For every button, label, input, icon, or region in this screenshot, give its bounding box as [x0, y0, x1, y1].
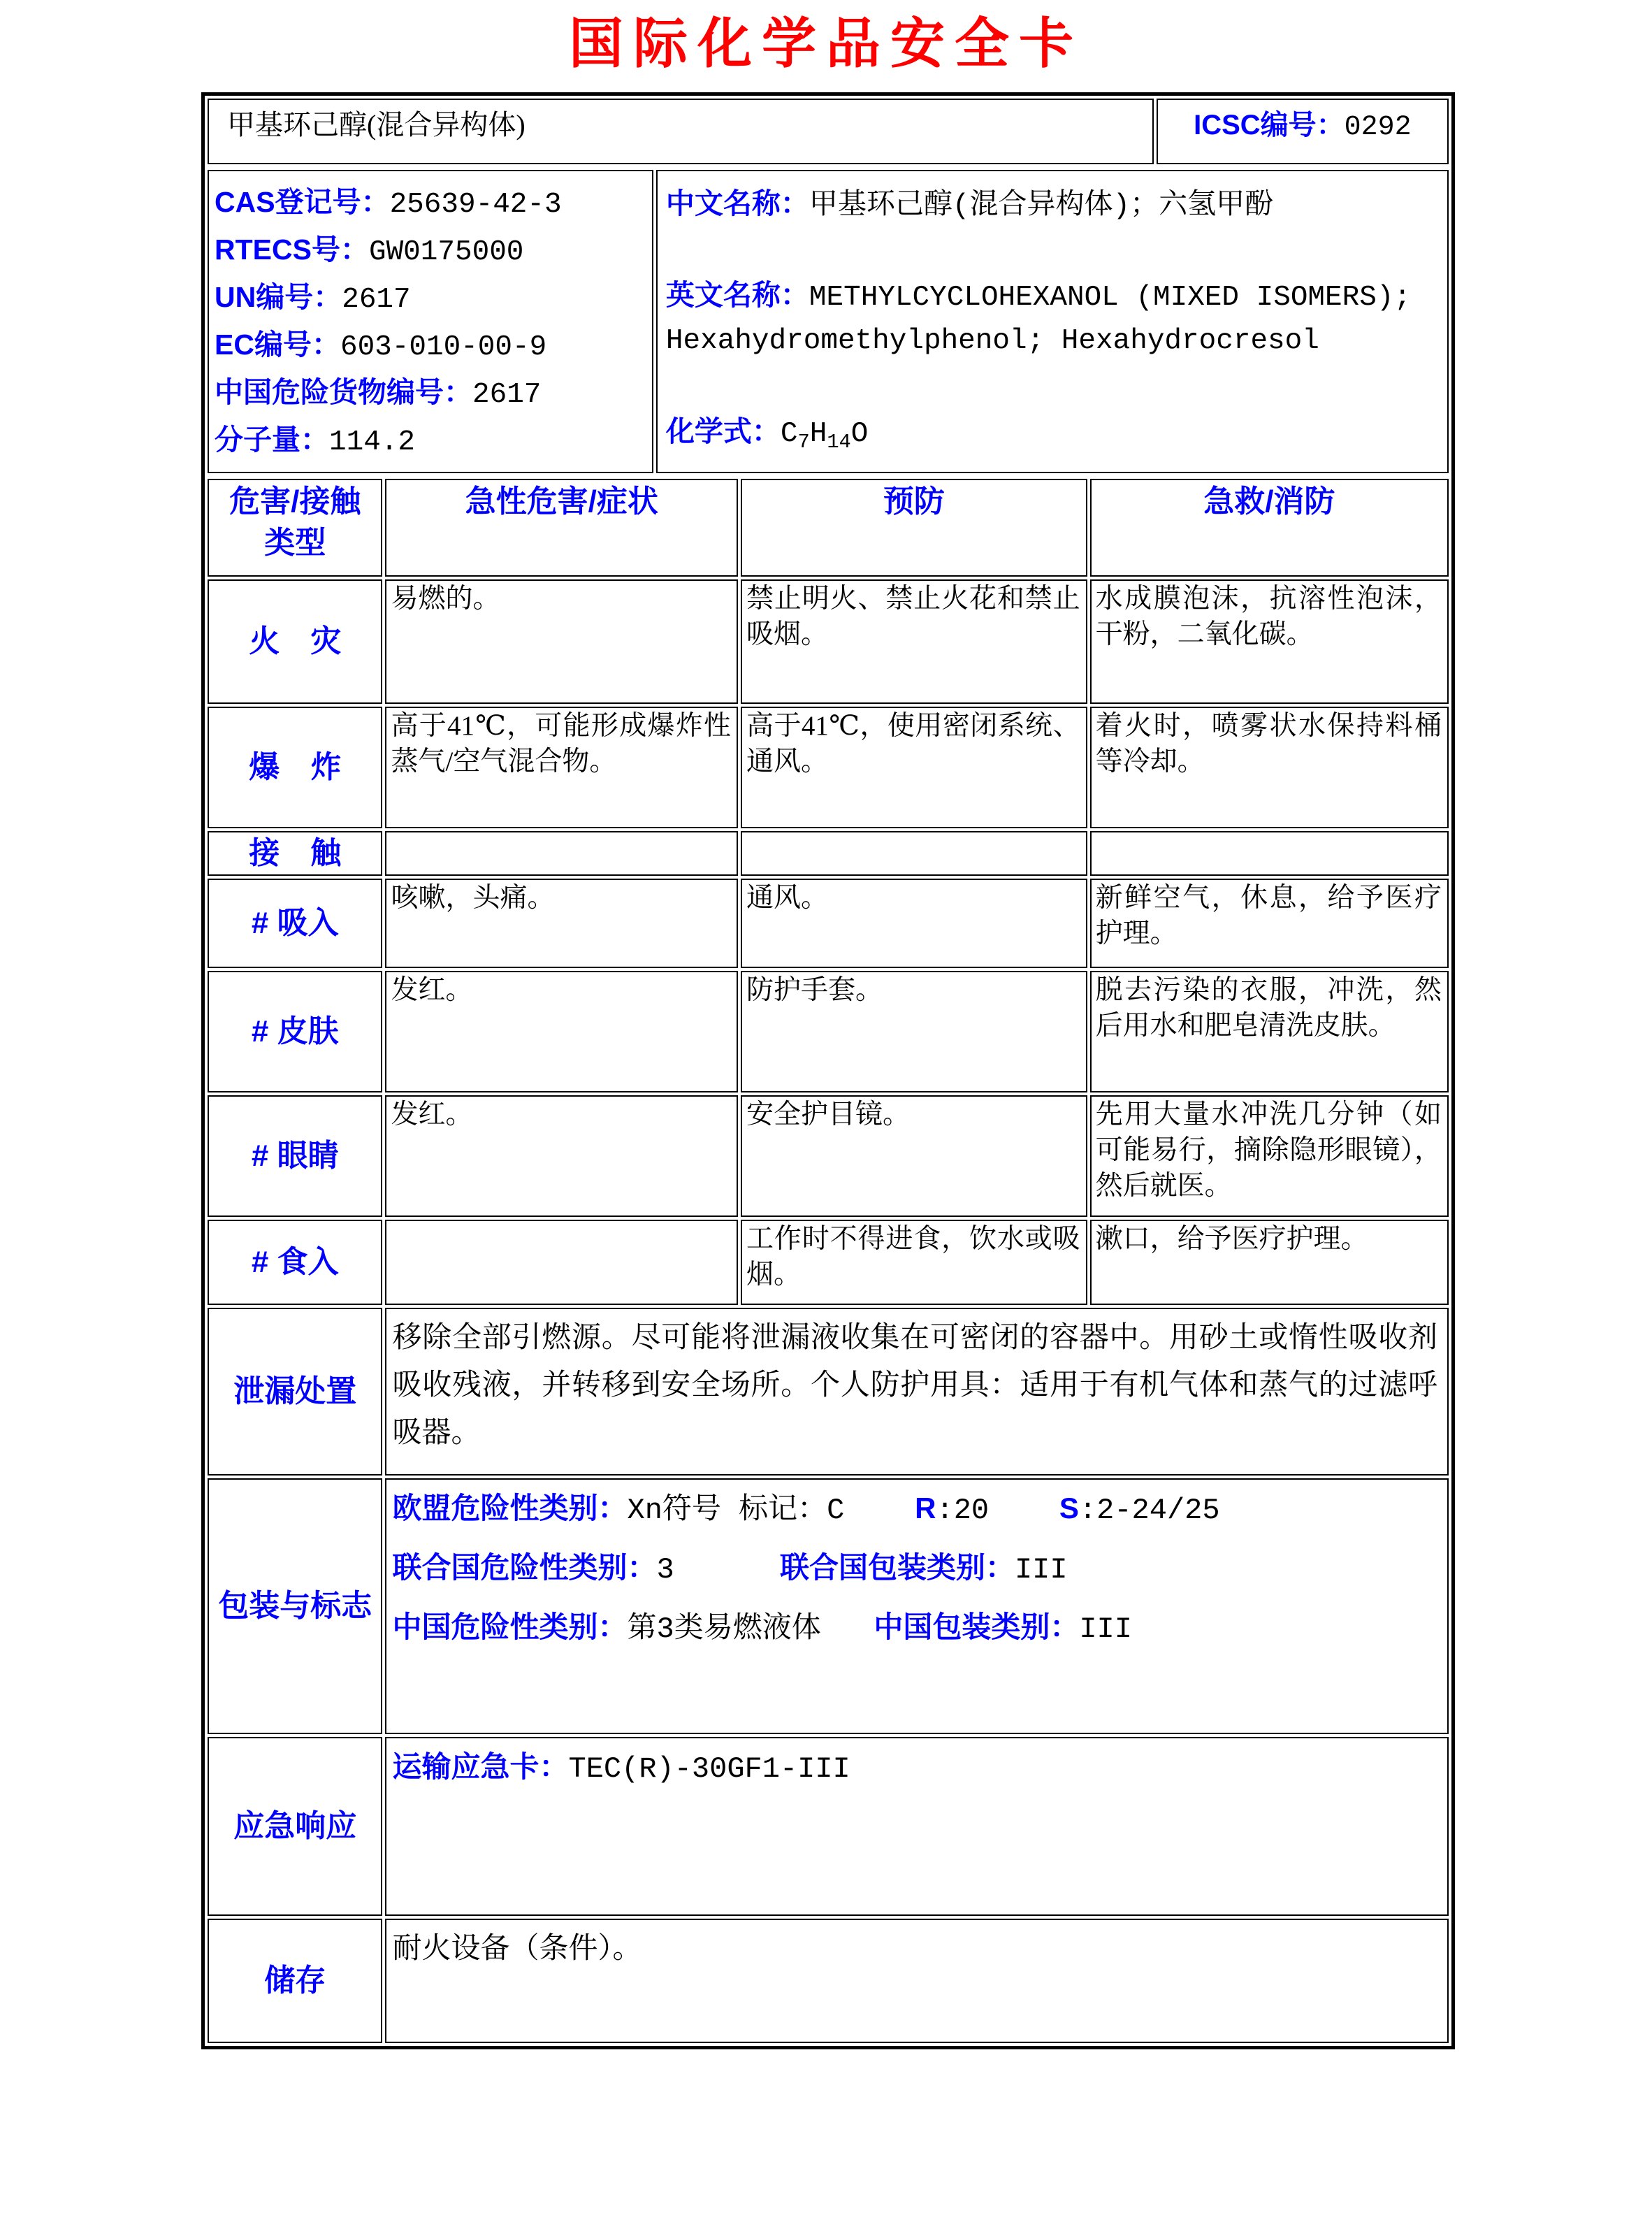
card-frame — [201, 92, 1455, 2049]
hazard-cell-response: 先用大量水冲洗几分钟（如可能易行，摘除隐形眼镜），然后就医。 — [1090, 1095, 1449, 1217]
section-field-label: S — [1059, 1491, 1079, 1524]
hazard-row-label: # 皮肤 — [208, 971, 382, 1092]
chinese-name-line — [666, 185, 1439, 224]
section-label: 包装与标志 — [208, 1478, 382, 1734]
identifier-value: GW0175000 — [368, 236, 524, 268]
header-symptoms: 急性危害/症状 — [385, 479, 738, 577]
section-label: 应急响应 — [208, 1737, 382, 1916]
formula-value — [780, 417, 869, 454]
english-name-value: METHYLCYCLOHEXANOL (MIXED ISOMERS); Hexahydromethylphenol; Hexahydrocresol — [665, 281, 1412, 357]
icsc-number-cell — [1157, 99, 1449, 164]
page-title: 国际化学品安全卡 — [568, 13, 1083, 74]
identifier-label: RTECS号： — [215, 233, 369, 266]
hazard-cell-prevention: 高于41℃，使用密闭系统、通风。 — [741, 707, 1087, 828]
chinese-name-label: 中文名称： — [665, 187, 809, 219]
hazard-row — [208, 831, 1449, 876]
hazard-cell-response: 着火时，喷雾状水保持料桶等冷却。 — [1090, 707, 1449, 828]
name-row — [208, 99, 1449, 164]
section-line — [392, 1315, 1437, 1457]
identifier-label: 分子量： — [215, 423, 329, 456]
section-line — [392, 1485, 1437, 1534]
hazard-cell-response: 水成膜泡沫，抗溶性泡沫，干粉，二氧化碳。 — [1090, 579, 1449, 704]
hazard-header-row — [208, 479, 1449, 577]
info-table — [205, 167, 1451, 476]
hazard-rows — [208, 579, 1449, 1305]
section-field-value: 第3类易燃液体 — [627, 1612, 874, 1646]
hazard-row — [208, 879, 1449, 968]
hazard-cell-prevention: 禁止明火、禁止火花和禁止吸烟。 — [741, 579, 1087, 704]
formula-subscript: 7 — [797, 430, 810, 454]
name-table — [205, 96, 1451, 167]
section-content — [385, 1737, 1449, 1916]
hazard-row — [208, 707, 1449, 828]
section-field-value: 移除全部引燃源。尽可能将泄漏液收集在可密闭的容器中。用砂土或惰性吸收剂吸收残液，并转移到安全场所。个人防护用具：适用于有机气体和蒸气的过滤呼吸器。 — [392, 1322, 1437, 1451]
section-row — [208, 1308, 1449, 1476]
section-line — [392, 1926, 1437, 1973]
section-field-label: 欧盟危险性类别： — [392, 1491, 628, 1524]
hazard-cell-symptoms: 易燃的。 — [385, 579, 738, 704]
hazard-cell-response: 脱去污染的衣服，冲洗，然后用水和肥皂清洗皮肤。 — [1090, 971, 1449, 1092]
section-content — [385, 1478, 1449, 1734]
header-hazard-type — [208, 479, 382, 577]
identifier-label: EC编号： — [215, 328, 340, 361]
formula-line — [666, 413, 1439, 461]
header-prevention: 预防 — [741, 479, 1087, 577]
hazard-cell-prevention: 通风。 — [741, 879, 1087, 968]
section-field-value: III — [1079, 1612, 1132, 1646]
formula-part: O — [850, 417, 869, 450]
identifier-line — [215, 275, 648, 322]
icsc-label: ICSC编号： — [1194, 109, 1345, 140]
section-field-value: TEC(R)-30GF1-III — [568, 1752, 850, 1786]
hazard-cell-prevention: 安全护目镜。 — [741, 1095, 1087, 1217]
hazard-row-label: 火 灾 — [208, 579, 382, 704]
formula-part: H — [809, 417, 827, 450]
hazard-cell-symptoms — [385, 831, 738, 876]
icsc-number: 0292 — [1344, 111, 1412, 143]
english-name-line — [666, 275, 1439, 361]
hazard-cell-prevention: 防护手套。 — [741, 971, 1087, 1092]
identifier-label: 中国危险货物编号： — [215, 375, 472, 408]
hazard-row-label: 爆 炸 — [208, 707, 382, 828]
section-line — [392, 1604, 1437, 1652]
section-field-label: 中国危险性类别： — [392, 1610, 628, 1643]
identifiers-block — [208, 170, 653, 473]
hazard-cell-response — [1090, 831, 1449, 876]
hazard-cell-prevention: 工作时不得进食，饮水或吸烟。 — [741, 1220, 1087, 1305]
section-label: 储存 — [208, 1919, 382, 2043]
identifier-line — [215, 417, 648, 465]
section-line — [392, 1545, 1437, 1593]
section-field-value: 耐火设备（条件）。 — [392, 1933, 642, 1967]
header-hazard-type-line1: 危害/接触 — [229, 484, 361, 519]
hazard-row-label: # 眼睛 — [208, 1095, 382, 1217]
hazard-cell-response: 新鲜空气，休息，给予医疗护理。 — [1090, 879, 1449, 968]
identifier-value: 114.2 — [329, 426, 416, 459]
identifier-line — [215, 370, 648, 417]
section-label: 泄漏处置 — [208, 1308, 382, 1476]
section-field-value: :2-24/25 — [1078, 1493, 1220, 1527]
section-field-value: 3 — [656, 1552, 780, 1587]
hazard-cell-prevention — [741, 831, 1087, 876]
hazard-row-label: 接 触 — [208, 831, 382, 876]
section-line — [392, 1744, 1437, 1792]
hazard-row — [208, 1220, 1449, 1305]
identifier-line — [215, 227, 648, 275]
formula-label: 化学式： — [665, 414, 781, 447]
header-hazard-type-line2: 类型 — [264, 526, 326, 561]
identifier-line — [215, 322, 648, 370]
section-content — [385, 1919, 1449, 2043]
formula-part: C — [780, 417, 798, 450]
hazard-row-label: # 吸入 — [208, 879, 382, 968]
section-row — [208, 1478, 1449, 1734]
hazard-row — [208, 579, 1449, 704]
section-field-label: R — [915, 1491, 936, 1524]
identifier-label: CAS登记号： — [215, 185, 390, 218]
hazard-cell-symptoms: 咳嗽，头痛。 — [385, 879, 738, 968]
identifier-value: 2617 — [342, 283, 411, 316]
hazard-row — [208, 1095, 1449, 1217]
hazard-table — [205, 476, 1451, 2046]
hazard-cell-symptoms: 高于41℃，可能形成爆炸性蒸气/空气混合物。 — [385, 707, 738, 828]
info-row — [208, 170, 1449, 473]
section-row — [208, 1919, 1449, 2043]
hazard-row — [208, 971, 1449, 1092]
section-field-label: 联合国危险性类别： — [392, 1550, 657, 1584]
identifier-value: 603-010-00-9 — [340, 331, 547, 363]
section-field-value: Xn符号 标记：C — [627, 1493, 915, 1527]
section-field-value: III — [1014, 1552, 1068, 1587]
identifier-line — [215, 180, 648, 227]
hazard-row-label: # 食入 — [208, 1220, 382, 1305]
english-name-label: 英文名称： — [665, 278, 809, 311]
section-field-label: 中国包装类别： — [874, 1610, 1080, 1643]
identifier-value: 25639-42-3 — [389, 188, 562, 221]
chinese-name-value: 甲基环己醇(混合异构体)；六氢甲酚 — [809, 189, 1274, 222]
identifier-label: UN编号： — [215, 280, 342, 313]
section-rows — [208, 1308, 1449, 2043]
section-field-value: :20 — [936, 1493, 1059, 1527]
hazard-cell-response: 漱口，给予医疗护理。 — [1090, 1220, 1449, 1305]
section-content — [385, 1308, 1449, 1476]
names-block — [656, 170, 1449, 473]
hazard-cell-symptoms: 发红。 — [385, 1095, 738, 1217]
section-field-label: 联合国包装类别： — [779, 1550, 1015, 1584]
section-row — [208, 1737, 1449, 1916]
chemical-name: 甲基环己醇(混合异构体) — [208, 99, 1154, 164]
hazard-cell-symptoms: 发红。 — [385, 971, 738, 1092]
hazard-cell-symptoms — [385, 1220, 738, 1305]
section-field-label: 运输应急卡： — [392, 1750, 569, 1783]
header-response: 急救/消防 — [1090, 479, 1449, 577]
formula-subscript: 14 — [827, 430, 851, 454]
identifier-value: 2617 — [472, 378, 542, 411]
